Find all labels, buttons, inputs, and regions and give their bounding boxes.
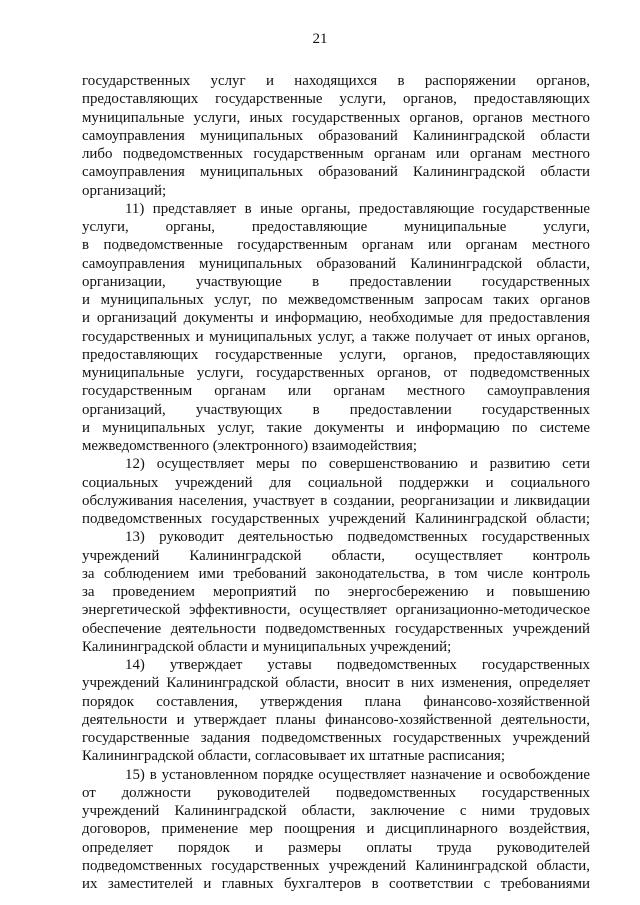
text-line: обслуживания населения, участвует в создании, реорганизации и ликвидации	[82, 492, 590, 509]
text-line: и муниципальных услуг, по межведомственным запросам таких органов	[82, 292, 590, 308]
text-line: в подведомственные государственным органам или органам местного	[82, 237, 590, 254]
text-line: подведомственных государственных учреждений Калининградской области;	[82, 511, 590, 527]
text-line: Калининградской области, согласовывает их штатные расписания;	[82, 748, 506, 765]
text-line: организаций, участвующих в предоставлении государственных	[82, 401, 590, 418]
text-line: за соблюдением ими требований законодательства, в том числе контроль	[82, 565, 590, 582]
text-line: предоставляющих государственные услуги, органов, предоставляющих	[82, 346, 590, 363]
text-line: самоуправления муниципальных образований Калининградской области	[82, 127, 590, 144]
text-line: организаций;	[82, 182, 167, 199]
text-line: муниципальные услуги, государственных органов, от подведомственных	[82, 365, 590, 381]
text-line: 15) в установленном порядке осуществляет назначение и освобождение	[125, 766, 590, 783]
text-line: муниципальные услуги, иных государственных органов, органов местного	[82, 109, 590, 126]
text-line: за проведением мероприятий по энергосбережению и повышению	[82, 584, 590, 600]
text-line: договоров, применение мер поощрения и дисциплинарного воздействия,	[82, 821, 590, 838]
text-line: государственные задания подведомственных государственных учреждений	[82, 730, 590, 746]
text-line: 11) представляет в иные органы, предоставляющие государственные	[125, 200, 590, 217]
text-line: самоуправления муниципальных образований Калининградской области	[82, 164, 590, 181]
text-line: подведомственных государственных учреждений Калининградской области,	[82, 857, 590, 874]
text-line: государственных и муниципальных услуг, а также получает от иных органов,	[82, 328, 590, 345]
text-line: 12) осуществляет меры по совершенствованию и развитию сети	[125, 456, 590, 473]
body-text	[82, 72, 590, 893]
text-line: 13) руководит деятельностью подведомственных государственных	[125, 529, 590, 546]
text-line: услуги, органы, предоставляющие муниципальные услуги,	[82, 219, 590, 235]
text-line: учреждений Калининградской области, заключение с ними трудовых	[82, 803, 590, 819]
text-line: социальных учреждений для социальной поддержки и социального	[82, 474, 590, 491]
text-line: межведомственного (электронного) взаимодействия;	[82, 438, 417, 454]
text-line: и организаций документы и информацию, необходимые для предоставления	[82, 310, 590, 327]
text-line: порядок составления, утверждения плана финансово-хозяйственной	[82, 693, 590, 710]
text-line: организации, участвующие в предоставлении государственных	[82, 273, 590, 290]
text-line: государственных услуг и находящихся в распоряжении органов,	[82, 73, 590, 89]
text-line: либо подведомственных государственным органам или органам местного	[82, 146, 590, 162]
text-line: их заместителей и главных бухгалтеров в соответствии с требованиями	[82, 876, 590, 892]
text-line: учреждений Калининградской области, осуществляет контроль	[82, 547, 590, 564]
text-line: обеспечение деятельности подведомственных государственных учреждений	[82, 620, 590, 637]
text-line: деятельности и утверждает планы финансово-хозяйственной деятельности,	[82, 711, 590, 728]
text-line: самоуправления муниципальных образований Калининградской области,	[82, 255, 590, 272]
text-line: энергетической эффективности, осуществляет организационно-методическое	[82, 602, 590, 619]
page-number: 21	[312, 31, 328, 47]
text-line: предоставляющих государственные услуги, органов, предоставляющих	[82, 91, 590, 108]
text-line: Калининградской области и муниципальных учреждений;	[82, 638, 452, 655]
text-line: определяет порядок и размеры оплаты труда руководителей	[82, 839, 590, 856]
text-line: государственным органам или органам местного самоуправления	[82, 383, 590, 400]
text-line: от должности руководителей подведомственных государственных	[82, 784, 590, 801]
text-line: и муниципальных услуг, такие документы и информацию по системе	[82, 419, 590, 436]
text-line: учреждений Калининградской области, вносит в них изменения, определяет	[82, 675, 590, 692]
text-line: 14) утверждает уставы подведомственных государственных	[125, 657, 590, 673]
